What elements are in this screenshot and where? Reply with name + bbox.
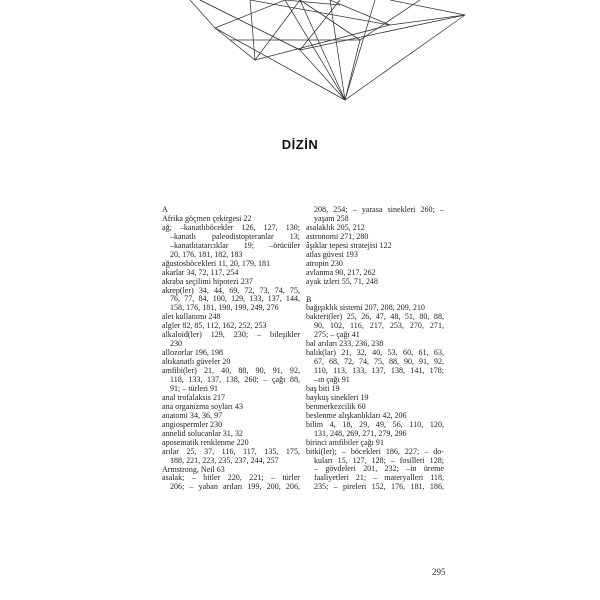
index-entry-line: angiospermler 230: [162, 420, 223, 429]
index-entry-line: 90, 102, 116, 217, 253, 270, 271,: [314, 322, 444, 331]
index-entry-line: 118, 133, 137, 138, 260; – çağı 88,: [170, 376, 300, 384]
index-entry-line: baykuş sinekleri 19: [306, 393, 369, 402]
section-gap: [306, 287, 444, 296]
index-entry-line: 76, 77, 84, 100, 129, 133, 137, 144,: [170, 295, 300, 304]
index-entry-line: bakteri(ler) 25, 26, 47, 48, 51, 80, 88,: [306, 313, 444, 322]
index-entry-line: beslenme alışkanlıkları 42, 206: [306, 411, 407, 420]
index-entry-line: 188, 221, 223, 235, 237, 244, 257: [170, 456, 279, 465]
index-entry-line: ayak izleri 55, 71, 248: [306, 277, 378, 286]
index-entry-line: bilim 4, 18, 29, 49, 56, 110, 120,: [306, 420, 444, 429]
index-entry-line: ağustosböcekleri 11, 20, 179, 181: [162, 259, 271, 268]
index-entry-line: annelid solucanlar 31, 32: [162, 429, 243, 438]
index-entry-line: birinci amfibiler çağı 91: [306, 438, 384, 447]
index-entry-line: amfibi(ler) 21, 40, 88, 90, 91, 92,: [162, 367, 300, 376]
index-entry-line: ağ; –kanatlıböcekler 126, 127, 130;: [162, 223, 300, 232]
index-entry-line: yaşam 258: [314, 214, 349, 223]
index-entry-line: –kanatlı paleodistopteranlar 13;: [170, 232, 300, 241]
index-entry-line: bağışıklık sistemi 207, 208, 209, 210: [306, 304, 425, 313]
index-entry-line: bitki(ler); – böcekleri 186, 227; – do-: [306, 447, 444, 456]
index-column-right: [306, 206, 444, 492]
index-entry-line: 158, 176, 181, 190, 199, 249, 276: [170, 304, 279, 313]
index-entry-line: –kanatlıtatarcıklar 19; –örücüler: [170, 241, 300, 250]
index-entry-line: atlas güvesi 193: [306, 250, 358, 259]
index-entry-line: alet kullanımı 248: [162, 313, 221, 322]
index-entry-line: faaliyetleri 21; – materyalleri 118,: [314, 474, 444, 483]
index-entry-line: arılar 25, 37, 116, 117, 135, 175,: [162, 447, 300, 456]
page-title: DİZİN: [281, 137, 319, 152]
index-entry-line: Afrika göçmen çekirgesi 22: [162, 214, 252, 223]
index-entry-line: balık(lar) 21, 32, 40, 53, 60, 61, 63,: [306, 349, 444, 358]
index-entry-line: bal arıları 233, 236, 238: [306, 340, 384, 349]
index-entry-line: akrep(ler) 34, 44, 69, 72, 73, 74, 75,: [162, 286, 300, 295]
index-entry-line: 91; – türleri 91: [170, 384, 219, 393]
index-entry-line: 230: [170, 340, 183, 349]
index-entry-line: 67, 68, 72, 74, 75, 88, 90, 91, 92,: [314, 358, 444, 367]
index-entry-line: 208, 254; – yarasa sinekleri 260; –: [314, 206, 444, 214]
index-entry-line: 20, 176, 181, 182, 183: [170, 250, 243, 259]
index-entry-line: baş biti 19: [306, 384, 340, 393]
index-entry-line: altıkanatlı güveler 20: [162, 358, 231, 367]
index-entry-line: –ın çağı 91: [314, 376, 350, 384]
index-entry-line: anatomi 34, 36, 97: [162, 411, 223, 420]
index-entry-line: allozorlar 196, 198: [162, 349, 224, 358]
index-entry-line: 235; – pireleri 152, 176, 181, 186,: [314, 483, 444, 492]
index-entry-line: 131, 248, 269, 271, 279, 296: [314, 429, 407, 438]
index-entry-line: âşıklar tepesi stratejisi 122: [306, 241, 392, 250]
index-entry-line: A: [162, 206, 168, 214]
index-entry-line: B: [306, 295, 312, 304]
geometric-line-art: [0, 0, 600, 140]
index-entry-line: 275; – çağı 41: [314, 331, 360, 340]
page-number: 295: [432, 567, 446, 577]
index-entry-line: Armstrong, Neil 63: [162, 465, 225, 474]
index-entry-line: anal trofalaksis 217: [162, 393, 226, 402]
index-entry-line: algler 82, 85, 112, 162, 252, 253: [162, 322, 267, 331]
index-entry-line: avlanma 90, 217, 262: [306, 268, 376, 277]
index-entry-line: benmerkezcilik 60: [306, 402, 366, 411]
index-entry-line: atropin 230: [306, 259, 343, 268]
index-entry-line: astronomi 271, 280: [306, 232, 369, 241]
index-entry-line: aposematik renklenme 220: [162, 438, 249, 447]
index-entry-line: asalak; – bitler 220, 221; – türler: [162, 474, 300, 483]
index-entry-line: – gövdeleri 201, 232; –in üreme: [314, 465, 444, 474]
index-entry-line: kuları 15, 127, 128; – fosilleri 128;: [314, 456, 444, 465]
index-entry-line: 206; – yaban arıları 199, 200, 206,: [170, 483, 300, 492]
index-entry-line: akarlar 34, 72, 117, 254: [162, 268, 239, 277]
index-entry-line: alkaloid(ler) 129, 230; – bileşikler: [162, 331, 300, 340]
index-entry-line: akraba seçilimi hipotezi 237: [162, 277, 253, 286]
index-entry-line: asalaklık 205, 212: [306, 223, 365, 232]
index-entry-line: ana organizma soyları 43: [162, 402, 243, 411]
index-entry-line: 110, 113, 133, 137, 138, 141, 178;: [314, 367, 444, 376]
index-column-left: [162, 206, 300, 492]
